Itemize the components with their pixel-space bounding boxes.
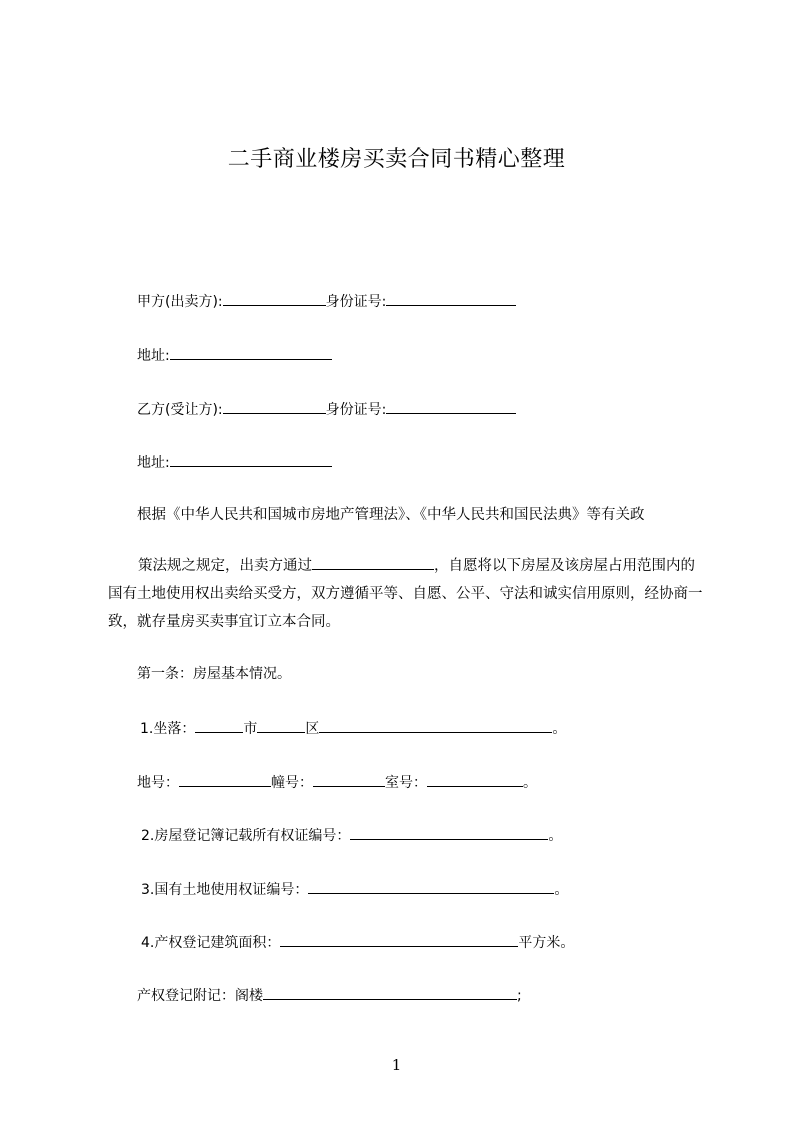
- building-area-line: [141, 932, 574, 953]
- party-b-name-blank[interactable]: [223, 399, 326, 414]
- land-cert-end: 。: [554, 882, 569, 898]
- party-a-name-blank[interactable]: [223, 291, 326, 306]
- ownership-cert-line: [141, 825, 562, 846]
- page-number: 1: [391, 1056, 402, 1074]
- party-a-line: [137, 291, 516, 312]
- article-1-heading: 第一条：房屋基本情况。: [137, 666, 291, 682]
- party-b-address-line: [137, 452, 332, 473]
- party-b-id-label: 身份证号:: [325, 402, 387, 418]
- ownership-cert-blank[interactable]: [350, 825, 548, 840]
- land-cert-line: [141, 879, 568, 900]
- building-area-unit: 平方米。: [518, 935, 575, 951]
- party-b-line: [137, 399, 516, 420]
- attic-line: [137, 985, 522, 1006]
- preamble-part2: ，自愿将以下房屋及该房屋占用范围内的国有土地使用权出卖给买受方，双方遵循平等、自愿、公平、守法和诚实信用原则，经协商一致，就存量房买卖事宜订立本合同。: [108, 558, 703, 630]
- building-area-label: 4.产权登记建筑面积：: [141, 935, 281, 951]
- location-label: 1.坐落：: [140, 721, 196, 737]
- party-b-address-blank[interactable]: [170, 452, 332, 467]
- legal-basis-line: 根据《中华人民共和国城市房地产管理法》、《中华人民共和国民法典》等有关政: [137, 507, 645, 523]
- party-b-id-blank[interactable]: [386, 399, 516, 414]
- plot-number-blank[interactable]: [179, 772, 271, 787]
- party-b-label: 乙方(受让方):: [137, 402, 223, 418]
- district-label: 区: [305, 721, 320, 737]
- party-a-address-blank[interactable]: [170, 345, 332, 360]
- ownership-cert-label: 2.房屋登记簿记载所有权证编号：: [141, 828, 351, 844]
- building-label: 幢号：: [271, 775, 313, 791]
- party-a-label: 甲方(出卖方):: [137, 294, 223, 310]
- preamble-part1: 策法规之规定，出卖方通过: [138, 558, 312, 574]
- contract-preamble-paragraph: [108, 552, 708, 636]
- document-title: 二手商业楼房买卖合同书精心整理: [227, 147, 566, 172]
- party-a-address-line: [137, 345, 332, 366]
- party-a-address-label: 地址:: [137, 348, 170, 364]
- plot-label: 地号：: [137, 775, 179, 791]
- address-detail-blank[interactable]: [319, 718, 552, 733]
- plot-end: 。: [523, 775, 537, 791]
- location-line: [140, 718, 566, 739]
- room-label: 室号：: [385, 775, 427, 791]
- transfer-method-blank[interactable]: [312, 555, 434, 570]
- room-number-blank[interactable]: [427, 772, 523, 787]
- building-area-blank[interactable]: [280, 932, 518, 947]
- plot-line: [137, 772, 537, 793]
- attic-label: 产权登记附记：阁楼: [137, 988, 263, 1004]
- land-cert-blank[interactable]: [308, 879, 554, 894]
- city-label: 市: [243, 721, 258, 737]
- attic-blank[interactable]: [263, 985, 517, 1000]
- party-a-id-label: 身份证号:: [325, 294, 387, 310]
- district-blank[interactable]: [257, 718, 305, 733]
- city-blank[interactable]: [195, 718, 243, 733]
- ownership-cert-end: 。: [548, 828, 563, 844]
- building-number-blank[interactable]: [313, 772, 385, 787]
- party-a-id-blank[interactable]: [386, 291, 516, 306]
- land-cert-label: 3.国有土地使用权证编号：: [141, 882, 309, 898]
- location-end: 。: [552, 721, 567, 737]
- party-b-address-label: 地址:: [137, 455, 170, 471]
- attic-end: ;: [517, 988, 522, 1004]
